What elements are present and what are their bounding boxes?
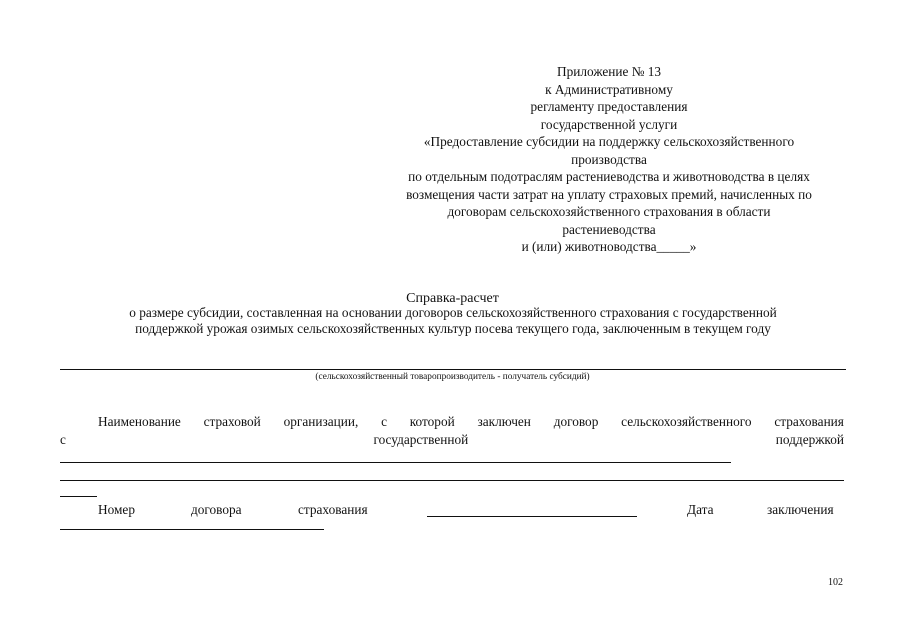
contract-number-label: Номер: [98, 502, 135, 517]
appendix-line: и (или) животноводства_____»: [521, 239, 697, 254]
appendix-line: государственной услуги: [540, 116, 678, 132]
appendix-line: по отдельным подотраслям растениеводства и животноводства в целях: [408, 169, 810, 184]
appendix-line: возмещения части затрат на уплату страховых премий, начисленных по: [406, 186, 812, 202]
word: которой: [409, 414, 455, 429]
appendix-line: к Административному: [545, 81, 673, 97]
word: Наименование: [98, 414, 181, 429]
word: заключен: [477, 414, 531, 429]
word: страхования: [774, 414, 844, 429]
word: договор: [553, 414, 599, 429]
word: поддержкой: [775, 432, 844, 447]
document-subtitle: [60, 305, 846, 336]
insurer-fill-line-2[interactable]: [60, 480, 844, 481]
insurer-line-2: [60, 432, 844, 448]
document-title: Справка-расчет: [406, 291, 499, 306]
appendix-line: Приложение № 13: [557, 64, 661, 79]
appendix-header: [370, 63, 848, 256]
word: с: [381, 414, 387, 429]
insurer-fill-line-1[interactable]: [60, 462, 731, 463]
contract-date-fill-line[interactable]: [60, 529, 324, 530]
appendix-line: производства: [571, 151, 647, 167]
recipient-caption: (сельскохозяйственный товаропроизводитель - получатель субсидий): [315, 372, 590, 382]
contract-date-label: Дата: [687, 502, 714, 517]
subtitle-line-2: поддержкой урожая озимых сельскохозяйственных культур посева текущего года, заключенным в текущем году: [135, 320, 771, 336]
contract-date-label: заключения: [767, 502, 834, 517]
insurer-line-1: [60, 414, 844, 430]
recipient-fill-line: [60, 369, 846, 370]
appendix-line: регламенту предоставления: [530, 99, 688, 114]
appendix-line: растениеводства: [562, 221, 656, 237]
word: государственной: [373, 432, 469, 447]
appendix-line: «Предоставление субсидии на поддержку сельскохозяйственного: [423, 134, 795, 149]
insurer-fill-line-3[interactable]: [60, 496, 97, 497]
appendix-line: договорам сельскохозяйственного страхования в области: [447, 204, 771, 219]
word: сельскохозяйственного: [621, 414, 752, 429]
word: организации,: [283, 414, 359, 429]
contract-number-fill-line[interactable]: [427, 516, 637, 517]
page-number: 102: [828, 577, 843, 588]
word: страховой: [203, 414, 261, 429]
contract-number-label: страхования: [298, 502, 368, 517]
contract-number-label: договора: [191, 502, 242, 517]
word: с: [60, 432, 66, 447]
subtitle-line-1: о размере субсидии, составленная на основании договоров сельскохозяйственного страхования с государственной: [129, 305, 777, 320]
